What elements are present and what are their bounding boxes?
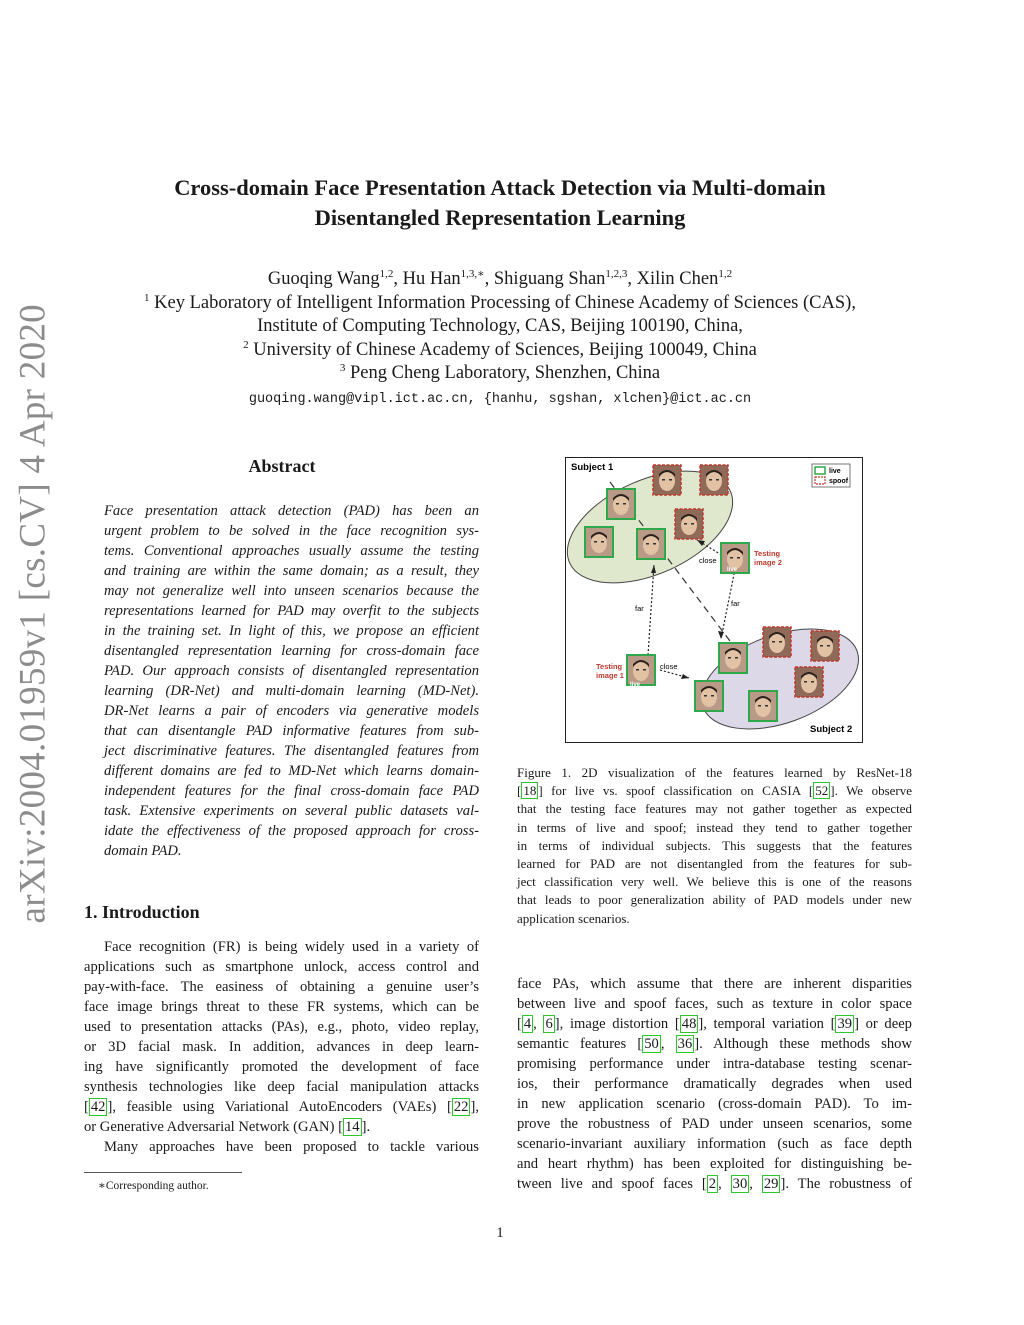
figure-caption [517,764,912,928]
intro-column [84,937,479,1157]
page-number: 1 [496,1225,504,1241]
caption-line: in terms of individual subjects. This suggests that the features [517,837,912,853]
citation-link[interactable]: 22 [453,1099,469,1115]
abstract-line: may not generalize well into unseen scenarios because the [104,583,479,599]
author-line: Guoqing Wang$^{1,2}$, Hu Han$^{1,3,∗}$, Shiguang Shan$^{1,2,3}$, Xilin Chen$^{1,2}$ [267,268,733,289]
citation-link[interactable]: 52 [815,783,829,799]
body-line: between live and spoof faces, such as texture in color space [517,996,912,1012]
live-face-thumbnail [585,527,613,557]
abstract-line: PAD. Our approach consists of disentangled representation [104,663,479,679]
spoof-face-thumbnail [811,631,839,661]
citation-link[interactable]: 30 [732,1176,748,1192]
subject-1-label: Subject 1 [571,462,614,473]
citation-link[interactable]: 4 [523,1016,532,1032]
intro-line: or 3D facial mask. In addition, advances in deep learn- [84,1039,479,1055]
author-block [0,268,1000,411]
far-label: far [731,599,740,608]
citation-link[interactable]: 2 [708,1176,717,1192]
close-label: close [660,662,678,671]
svg-text:image 2: image 2 [754,558,782,567]
spoof-face-thumbnail [795,667,823,697]
author-1: Guoqing Wang [267,269,380,289]
author-2-sup: 1,3,∗ [460,268,485,280]
legend-live-label: live [829,468,841,475]
intro-line: ing have significantly promoted the development of face [84,1059,479,1075]
body-line: ios, their performance dramatically degrades when used [517,1076,912,1092]
abstract-line: ject discriminative features. The disentangled features from [104,743,479,759]
abstract-heading: Abstract [248,456,316,476]
email-line[interactable]: guoqing.wang@vipl.ict.ac.cn, {hanhu, sgshan, xlchen}@ict.ac.cn [248,391,752,407]
arxiv-stamp: arXiv:2004.01959v1 [cs.CV] 4 Apr 2020 [12,304,54,924]
paper-title [0,173,1000,233]
abstract-line: representations learned for PAD may overfit to the subjects [104,603,479,619]
body-line: face PAs, which assume that there are inherent disparities [517,976,912,992]
intro-line: used to presentation attacks (PAs), e.g., photo, video replay, [84,1019,479,1035]
abstract-body [104,501,479,861]
body-line: and heart rhythm) has been exploited for distinguishing be- [517,1156,912,1172]
intro-line: or Generative Adversarial Network (GAN) [ 14 ]. [84,1119,371,1135]
caption-line: [ 18 ] for live vs. spoof classification on CASIA [ 52 ]. We observe [517,783,912,799]
abstract-line: in the training set. In light of this, we propose an efficient [104,623,479,639]
abstract-line: task. Extensive experiments on several public datasets val- [104,803,479,819]
abstract-line: tems. Conventional approaches usually assume the testing [104,543,479,559]
caption-line: in terms of live and spoof; instead they tend to gather together [517,819,912,835]
intro-line: pay-with-face. The easiness of obtaining a genuine user’s [84,979,479,995]
abstract-line: domain PAD. [104,843,182,859]
caption-line: that the testing face features may not gather together as expected [517,801,912,817]
affiliation-3: $^3$ Peng Cheng Laboratory, Shenzhen, China [339,362,661,383]
spoof-face-thumbnail [653,465,681,495]
author-3: Shiguang Shan [493,269,606,289]
citation-link[interactable]: 6 [545,1016,553,1032]
citation-link[interactable]: 48 [681,1016,697,1032]
spoof-face-thumbnail [700,465,728,495]
intro-line: applications such as smartphone unlock, access control and [84,959,479,975]
intro-line: synthesis technologies like deep facial manipulation attacks [84,1079,479,1095]
intro-line: Many approaches have been proposed to tackle various [104,1139,479,1155]
abstract-line: learning (DR-Net) and multi-domain learning (MD-Net). [104,683,479,699]
body-line: in new application scenario (cross-domain PAD). To im- [517,1096,912,1112]
citation-link[interactable]: 14 [344,1119,360,1135]
abstract-line: different domains are fed to MD-Net which learns domain- [104,763,479,779]
affiliation-1-cont: Institute of Computing Technology, CAS, Beijing 100190, China, [257,316,743,336]
author-4: Xilin Chen [636,269,719,289]
testing-image-1-label: Testing [596,662,623,671]
title-line-2: Disentangled Representation Learning [314,205,686,230]
abstract-line: that can disentangle PAD informative features from sub- [104,723,479,739]
live-face-thumbnail [719,643,747,673]
close-label: close [699,556,717,565]
svg-text:image 1: image 1 [596,671,624,680]
intro-line: [ 42 ], feasible using Variational AutoEncoders (VAEs) [ 22 ], [84,1099,479,1115]
caption-line: ject classification very well. We believe this is one of the reasons [517,874,912,890]
live-face-thumbnail [607,489,635,519]
abstract-line: urgent problem to be solved in the face recognition sys- [104,523,479,539]
author-4-sup: 1,2 [718,268,733,280]
figure-1 [565,457,863,743]
footnote-rule [84,1172,242,1173]
author-3-sup: 1,2,3 [605,268,628,280]
caption-line: Figure 1. 2D visualization of the features learned by ResNet-18 [517,765,912,780]
abstract-line: and training are within the same domain; as a result, they [104,563,479,579]
citation-link[interactable]: 36 [677,1036,693,1052]
abstract-line: DR-Net learns a pair of encoders via generative models [104,703,479,719]
body-line: scenario-invariant auxiliary information (such as face depth [517,1136,912,1152]
intro-line: face image brings threat to these FR systems, which can be [84,999,479,1015]
citation-link[interactable]: 50 [644,1036,659,1052]
intro-line: Face recognition (FR) is being widely used in a variety of [104,939,479,955]
caption-line: that leads to poor generalization ability of PAD models under new [517,892,912,908]
citation-link[interactable]: 18 [523,783,537,799]
abstract-line: disentangled representation learning for cross-domain face [104,643,479,659]
abstract-line: Face presentation attack detection (PAD) has been an [104,503,479,519]
author-2: Hu Han [402,269,461,289]
footnote: ∗Corresponding author. [98,1180,209,1192]
citation-link[interactable]: 39 [837,1016,853,1032]
body-line: prove the robustness of PAD under unseen scenarios, some [517,1116,912,1132]
caption-line: learned for PAD are not disentangled from the features for sub- [517,856,912,872]
body-line: [ 4 , 6 ], image distortion [ 48 ], temporal variation [ 39 ] or deep [517,1016,912,1032]
abstract-line: idate the effectiveness of the proposed approach for cross- [104,823,479,839]
abstract-line: independent features for the final cross-domain face PAD [104,783,479,799]
live-face-thumbnail [627,655,655,685]
far-label: far [635,604,644,613]
title-line-1: Cross-domain Face Presentation Attack Detection via Multi-domain [174,175,826,200]
live-tag: live [630,682,641,688]
spoof-face-thumbnail [763,627,791,657]
live-tag: live [727,567,738,573]
live-face-thumbnail [749,691,777,721]
affiliation-2: $^2$ University of Chinese Academy of Sciences, Beijing 100049, China [243,338,757,360]
subject-2-label: Subject 2 [810,724,853,735]
spoof-face-thumbnail [675,509,703,539]
legend-spoof-label: spoof [829,478,849,485]
testing-image-2-label: Testing [754,549,781,558]
caption-line: application scenarios. [517,910,630,926]
section-heading-introduction: 1. Introduction [84,902,200,922]
citation-link[interactable]: 29 [763,1176,779,1192]
live-face-thumbnail [695,681,723,711]
author-1-sup: 1,2 [379,268,394,280]
live-face-thumbnail [637,529,665,559]
body-line: tween live and spoof faces [ 2 , 30 , 29 ]. The robustness of [517,1176,912,1192]
body-line: semantic features [ 50 , 36 ]. Although these methods show [517,1036,912,1052]
affiliation-1: $^1$ Key Laboratory of Intelligent Information Processing of Chinese Academy of Sciences (CAS), [144,291,856,313]
citation-link[interactable]: 42 [90,1099,106,1115]
body-line: promising performance under intra-database testing scenar- [517,1056,912,1072]
right-column [517,974,912,1194]
